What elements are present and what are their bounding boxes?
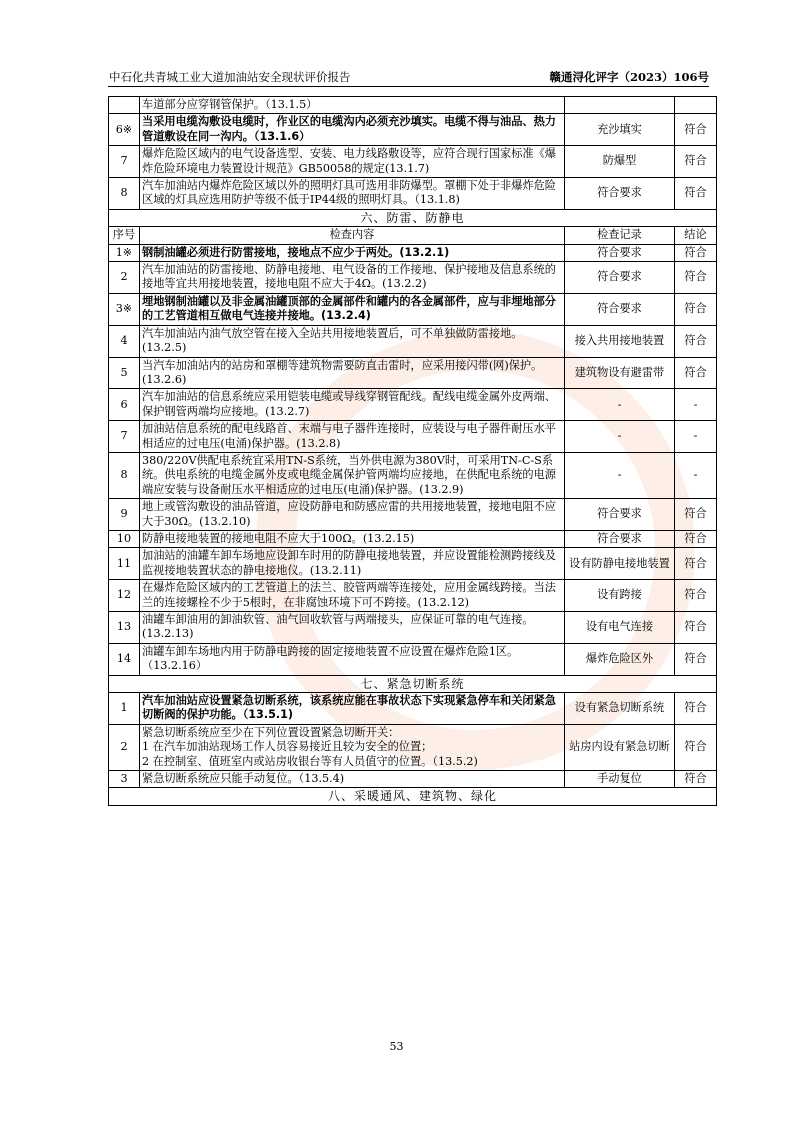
row-result: -: [675, 389, 717, 421]
row-number: 13: [109, 612, 140, 644]
row-result: 符合: [675, 178, 717, 210]
section-title: 六、防雷、防静电: [109, 209, 717, 226]
section-title-row: [109, 675, 717, 692]
row-number: 6※: [109, 114, 140, 146]
table-row: [109, 325, 717, 357]
row-result: 符合: [675, 548, 717, 580]
row-result: 符合: [675, 146, 717, 178]
row-result: 符合: [675, 499, 717, 531]
row-result: 符合: [675, 643, 717, 675]
row-result: 符合: [675, 114, 717, 146]
row-record: 符合要求: [565, 499, 675, 531]
row-number: 6: [109, 389, 140, 421]
row-record: 设有防静电接地装置: [565, 548, 675, 580]
table-row: [109, 389, 717, 421]
inspection-table: [108, 96, 717, 806]
row-record: 符合要求: [565, 244, 675, 261]
table-row: [109, 548, 717, 580]
row-content: 地上或管沟敷设的油品管道，应设防静电和防感应雷的共用接地装置，接地电阻不应大于30Ω。(13.2.10): [140, 499, 565, 531]
row-record: 符合要求: [565, 178, 675, 210]
page-number: 53: [389, 1040, 404, 1053]
row-result: [675, 97, 717, 114]
table-row: [109, 293, 717, 325]
row-result: 符合: [675, 262, 717, 294]
table-row: [109, 499, 717, 531]
row-content: 埋地钢制油罐以及非金属油罐顶部的金属部件和罐内的各金属部件，应与非埋地部分的工艺管道相互做电气连接并接地。(13.2.4): [140, 293, 565, 325]
row-record: 设有跨接: [565, 580, 675, 612]
row-number: 7: [109, 146, 140, 178]
row-record: 手动复位: [565, 771, 675, 788]
table-row: [109, 452, 717, 498]
row-content: 爆炸危险区域内的电气设备选型、安装、电力线路敷设等，应符合现行国家标准《爆炸危险环境电力装置设计规范》GB50058的规定(13.1.7): [140, 146, 565, 178]
row-record: 符合要求: [565, 262, 675, 294]
row-result: 符合: [675, 325, 717, 357]
row-content: 加油站的油罐车卸车场地应设卸车时用的防静电接地装置，并应设置能检测跨接线及监视接地装置状态的静电接地仪。(13.2.11): [140, 548, 565, 580]
row-record: 设有电气连接: [565, 612, 675, 644]
row-result: 符合: [675, 244, 717, 261]
row-result: 符合: [675, 612, 717, 644]
row-content: 加油站信息系统的配电线路首、末端与电子器件连接时，应装设与电子器件耐压水平相适应的过电压(电涌)保护器。(13.2.8): [140, 421, 565, 453]
row-number: 7: [109, 421, 140, 453]
section-title-row: [109, 788, 717, 805]
table-row: [109, 693, 717, 725]
row-number: 11: [109, 548, 140, 580]
row-number: 1: [109, 693, 140, 725]
row-result: 符合: [675, 771, 717, 788]
table-row: [109, 244, 717, 261]
row-record: 符合要求: [565, 293, 675, 325]
row-result: 符合: [675, 530, 717, 547]
table-row: [109, 771, 717, 788]
row-content: 汽车加油站应设置紧急切断系统，该系统应能在事故状态下实现紧急停车和关闭紧急切断阀的保护功能。（13.5.1): [140, 693, 565, 725]
column-header-row: [109, 227, 717, 244]
row-number: 2: [109, 262, 140, 294]
row-content: 汽车加油站的防雷接地、防静电接地、电气设备的工作接地、保护接地及信息系统的接地等宜共用接地装置，接地电阻不应大于4Ω。(13.2.2): [140, 262, 565, 294]
column-header: 检查记录: [565, 227, 675, 244]
row-content: 汽车加油站的信息系统应采用铠装电缆或导线穿钢管配线。配线电缆金属外皮两端、保护钢管两端均应接地。(13.2.7): [140, 389, 565, 421]
row-content: 汽车加油站内油气放空管在接入全站共用接地装置后，可不单独做防雷接地。(13.2.5): [140, 325, 565, 357]
row-content: 紧急切断系统应只能手动复位。（13.5.4): [140, 771, 565, 788]
section-title: 七、紧急切断系统: [109, 675, 717, 692]
column-header: 序号: [109, 227, 140, 244]
table-row: [109, 580, 717, 612]
row-number: 8: [109, 178, 140, 210]
section-title: 八、采暖通风、建筑物、绿化: [109, 788, 717, 805]
row-record: -: [565, 452, 675, 498]
row-number: 10: [109, 530, 140, 547]
header-divider: [108, 86, 709, 87]
row-content: 车道部分应穿钢管保护。（13.1.5）: [140, 97, 565, 114]
row-number: 3※: [109, 293, 140, 325]
row-record: [565, 97, 675, 114]
row-result: 符合: [675, 357, 717, 389]
row-number: 5: [109, 357, 140, 389]
row-number: 2: [109, 724, 140, 770]
row-number: 4: [109, 325, 140, 357]
row-result: 符合: [675, 580, 717, 612]
row-content: 当采用电缆沟敷设电缆时，作业区的电缆沟内必须充沙填实。电缆不得与油品、热力管道敷设在同一沟内。（13.1.6）: [140, 114, 565, 146]
row-content: 汽车加油站内爆炸危险区域以外的照明灯具可选用非防爆型。罩棚下处于非爆炸危险区域的灯具应选用防护等级不低于IP44级的照明灯具。（13.1.8): [140, 178, 565, 210]
table-row: [109, 421, 717, 453]
row-record: -: [565, 389, 675, 421]
table-row: [109, 643, 717, 675]
row-content: 钢制油罐必须进行防雷接地，接地点不应少于两处。(13.2.1): [140, 244, 565, 261]
row-record: 防爆型: [565, 146, 675, 178]
row-record: 站房内设有紧急切断: [565, 724, 675, 770]
row-content: 当汽车加油站内的站房和罩棚等建筑物需要防直击雷时，应采用接闪带(网)保护。(13.2.6): [140, 357, 565, 389]
row-content: 380/220V供配电系统宜采用TN-S系统，当外供电源为380V时，可采用TN-C-S系统。供电系统的电缆金属外皮或电缆金属保护管两端均应接地，在供配电系统的电源端应安装与设备耐压水平相适应的过电压(电涌)保护器。(13.2.9): [140, 452, 565, 498]
row-record: 接入共用接地装置: [565, 325, 675, 357]
table-row: [109, 262, 717, 294]
row-record: -: [565, 421, 675, 453]
row-content: 在爆炸危险区域内的工艺管道上的法兰、胶管两端等连接处，应用金属线跨接。当法兰的连接螺栓不少于5根时，在非腐蚀环境下可不跨接。(13.2.12): [140, 580, 565, 612]
row-result: -: [675, 421, 717, 453]
row-content: 油罐车卸车场地内用于防静电跨接的固定接地装置不应设置在爆炸危险1区。（13.2.16）: [140, 643, 565, 675]
row-number: 1※: [109, 244, 140, 261]
table-row: [109, 97, 717, 114]
column-header: 检查内容: [140, 227, 565, 244]
table-row: [109, 530, 717, 547]
table-row: [109, 114, 717, 146]
row-result: 符合: [675, 693, 717, 725]
row-record: 充沙填实: [565, 114, 675, 146]
column-header: 结论: [675, 227, 717, 244]
table-row: [109, 357, 717, 389]
row-content: 防静电接地装置的接地电阻不应大于100Ω。(13.2.15): [140, 530, 565, 547]
row-record: 建筑物设有避雷带: [565, 357, 675, 389]
table-row: [109, 146, 717, 178]
table-row: [109, 612, 717, 644]
row-number: 9: [109, 499, 140, 531]
row-result: -: [675, 452, 717, 498]
table-row: [109, 178, 717, 210]
table-row: [109, 724, 717, 770]
row-record: 设有紧急切断系统: [565, 693, 675, 725]
row-record: 符合要求: [565, 530, 675, 547]
row-result: 符合: [675, 724, 717, 770]
row-number: [109, 97, 140, 114]
row-record: 爆炸危险区外: [565, 643, 675, 675]
row-number: 3: [109, 771, 140, 788]
row-content: 油罐车卸油用的卸油软管、油气回收软管与两端接头，应保证可靠的电气连接。(13.2.13): [140, 612, 565, 644]
section-title-row: [109, 209, 717, 226]
row-number: 14: [109, 643, 140, 675]
header-report-title: 中石化共青城工业大道加油站安全现状评价报告: [109, 70, 351, 84]
row-number: 12: [109, 580, 140, 612]
row-result: 符合: [675, 293, 717, 325]
row-number: 8: [109, 452, 140, 498]
row-content: 紧急切断系统应至少在下列位置设置紧急切断开关： 1 在汽车加油站现场工作人员容易接近且较为安全的位置； 2 在控制室、值班室内或站房收银台等有人员值守的位置。（13.5.2): [140, 724, 565, 770]
header-report-number: 赣通浔化评字（2023）106号: [549, 70, 709, 84]
